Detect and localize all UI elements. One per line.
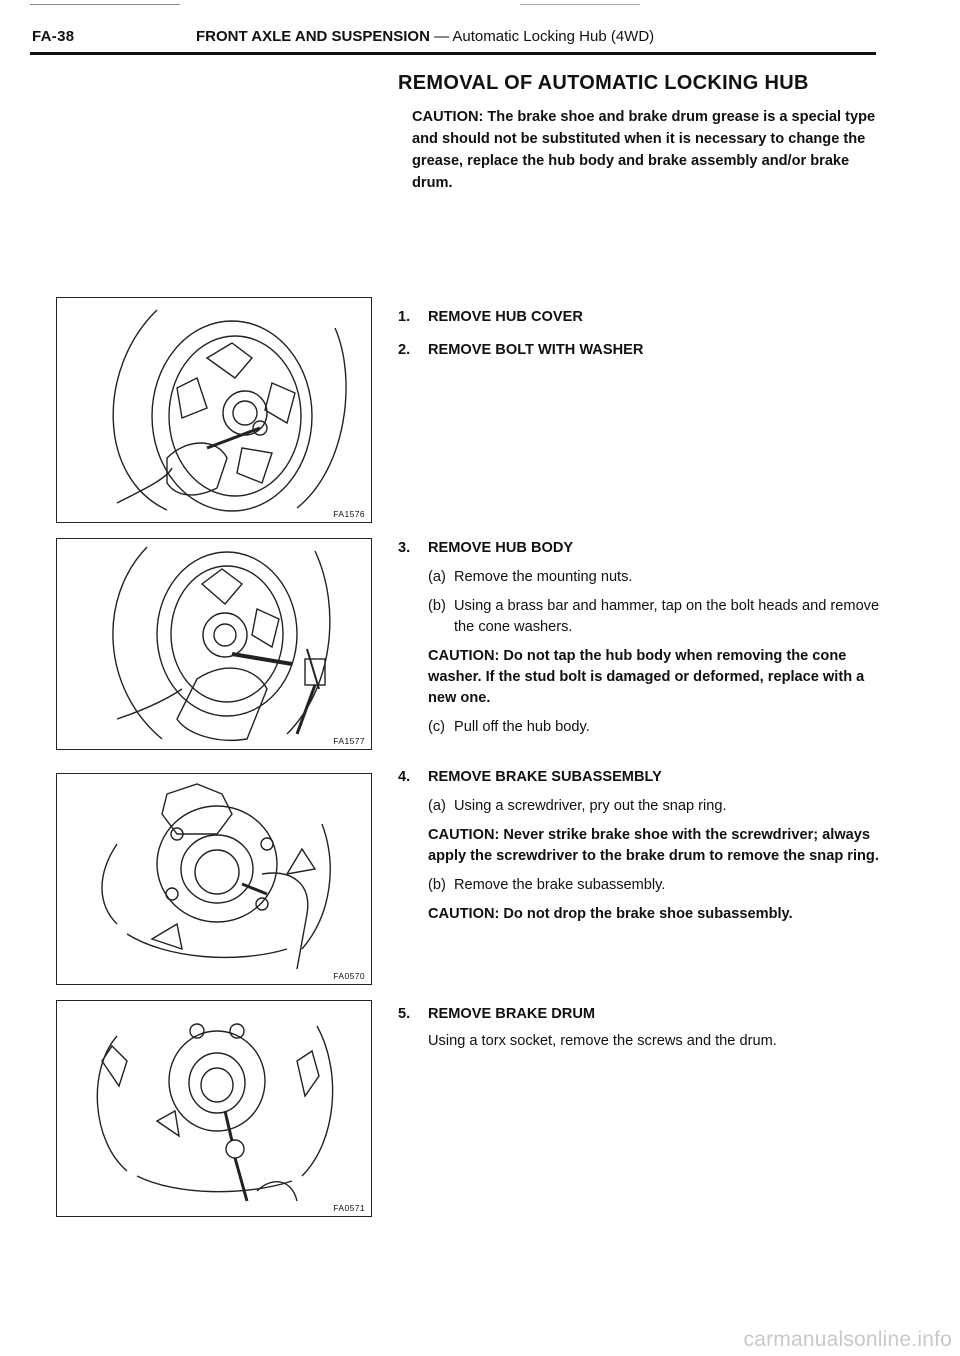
step-title: REMOVE HUB BODY	[428, 540, 574, 556]
wheel-hammer-illustration	[57, 539, 371, 749]
step-title: REMOVE BRAKE SUBASSEMBLY	[428, 769, 662, 785]
substep-letter: (b)	[428, 598, 446, 614]
substep-letter: (a)	[428, 569, 446, 585]
step-number: 4.	[398, 769, 411, 785]
step-title: REMOVE HUB COVER	[428, 309, 583, 325]
substep-letter: (c)	[428, 719, 446, 735]
substep-text: Using a brass bar and hammer, tap on the bolt heads and remove the cone washers.	[454, 598, 880, 635]
figure-remove-hub-body	[56, 538, 372, 750]
step-number: 3.	[398, 540, 411, 556]
caution-intro: CAUTION: The brake shoe and brake drum grease is a special type and should not be substituted when it is necessary to change the grease, replace the hub body and brake assembly and/or brake drum.	[412, 109, 876, 191]
scan-artifact-line	[30, 4, 180, 5]
scan-artifact-line	[520, 4, 640, 5]
page-title: REMOVAL OF AUTOMATIC LOCKING HUB	[398, 72, 809, 94]
substep-a	[428, 567, 888, 588]
figure-remove-hub-cover	[56, 297, 372, 523]
drum-torx-illustration	[57, 1001, 371, 1216]
step-number: 5.	[398, 1006, 411, 1022]
figure-code: FA1576	[333, 509, 365, 519]
step-5	[398, 1004, 888, 1052]
step-number: 1.	[398, 309, 411, 325]
watermark: carmanualsonline.info	[743, 1328, 952, 1351]
running-title	[196, 28, 654, 45]
figure-code: FA0570	[333, 971, 365, 981]
page-number: FA-38	[32, 28, 75, 45]
substep-text: Remove the mounting nuts.	[454, 569, 633, 585]
figure-code: FA0571	[333, 1203, 365, 1213]
figure-remove-brake-subassembly	[56, 773, 372, 985]
substep-c	[428, 717, 888, 738]
header-rule	[30, 52, 876, 55]
step-number: 2.	[398, 342, 411, 358]
step-text: Using a torx socket, remove the screws and the drum.	[428, 1033, 777, 1049]
figure-remove-brake-drum	[56, 1000, 372, 1217]
substep-text: Pull off the hub body.	[454, 719, 590, 735]
wheel-illustration	[57, 298, 371, 522]
subsection-title: — Automatic Locking Hub (4WD)	[434, 28, 655, 45]
caution-note: CAUTION: Do not tap the hub body when removing the cone washer. If the stud bolt is damaged or deformed, replace with a new one.	[428, 648, 865, 706]
substep-a	[428, 796, 888, 817]
substep-b	[428, 596, 888, 638]
step-2	[398, 340, 888, 361]
step-title: REMOVE BRAKE DRUM	[428, 1006, 596, 1022]
step-4	[398, 767, 888, 925]
page-header	[0, 0, 960, 70]
step-1	[398, 307, 888, 328]
caution-note: CAUTION: Never strike brake shoe with the screwdriver; always apply the screwdriver to the brake drum to remove the snap ring.	[428, 827, 879, 864]
substep-text: Remove the brake subassembly.	[454, 877, 666, 893]
substep-text: Using a screwdriver, pry out the snap ring.	[454, 798, 727, 814]
step-title: REMOVE BOLT WITH WASHER	[428, 342, 644, 358]
caution-note: CAUTION: Do not drop the brake shoe subassembly.	[428, 906, 793, 922]
step-3	[398, 538, 888, 738]
substep-letter: (a)	[428, 798, 446, 814]
figure-code: FA1577	[333, 736, 365, 746]
substep-letter: (b)	[428, 877, 446, 893]
section-title: FRONT AXLE AND SUSPENSION	[196, 28, 430, 45]
substep-b	[428, 875, 888, 896]
hub-screwdriver-illustration	[57, 774, 371, 984]
